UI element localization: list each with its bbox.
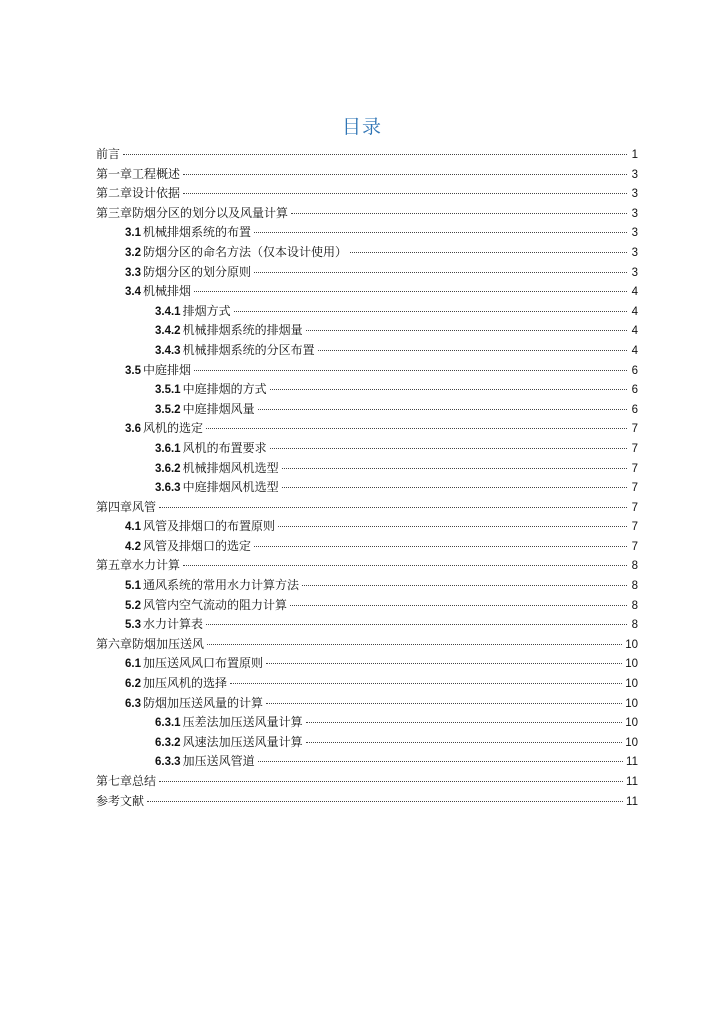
toc-entry[interactable] — [96, 498, 638, 518]
toc-page-number: 7 — [631, 462, 638, 475]
toc-list — [96, 145, 638, 811]
toc-entry-label — [155, 380, 267, 401]
toc-entry-label — [155, 341, 315, 362]
toc-entry[interactable] — [96, 165, 638, 185]
toc-dot-leader — [230, 683, 622, 684]
toc-dot-leader — [159, 781, 623, 782]
toc-dot-leader — [282, 487, 627, 488]
toc-entry[interactable] — [96, 576, 638, 596]
toc-entry-text: 防烟分区的划分原则 — [143, 264, 252, 279]
toc-entry-number: 3.6.3 — [155, 482, 181, 495]
toc-entry-label — [125, 576, 299, 597]
toc-entry[interactable] — [96, 556, 638, 576]
toc-page-number: 4 — [631, 325, 638, 338]
toc-entry-text: 中庭排烟风机选型 — [182, 480, 279, 495]
toc-page-number: 6 — [631, 403, 638, 416]
toc-entry[interactable] — [96, 282, 638, 302]
toc-entry-number: 6.3.3 — [155, 756, 181, 769]
toc-entry[interactable] — [96, 654, 638, 674]
toc-dot-leader — [207, 644, 622, 645]
toc-page-number: 3 — [631, 207, 638, 220]
toc-entry-text: 前言 — [96, 147, 121, 161]
toc-dot-leader — [306, 722, 623, 723]
toc-entry[interactable] — [96, 478, 638, 498]
toc-entry[interactable] — [96, 752, 638, 772]
toc-dot-leader — [234, 311, 627, 312]
toc-entry-label — [155, 321, 303, 342]
toc-entry-label — [155, 733, 303, 754]
toc-entry-number: 5.2 — [125, 599, 141, 612]
toc-dot-leader — [254, 272, 627, 273]
toc-entry-number: 6.3.2 — [155, 736, 181, 749]
toc-page-number: 7 — [631, 540, 638, 553]
toc-entry[interactable] — [96, 635, 638, 655]
toc-entry-label — [96, 498, 156, 518]
toc-entry-label — [96, 635, 204, 655]
toc-page-number: 10 — [625, 658, 638, 671]
toc-entry-label — [125, 537, 251, 558]
toc-dot-leader — [258, 761, 623, 762]
toc-entry-label — [96, 165, 180, 185]
toc-entry-text: 水力计算表 — [143, 617, 204, 632]
toc-page-number: 11 — [626, 776, 638, 788]
toc-entry-text: 排烟方式 — [182, 303, 231, 318]
toc-entry[interactable] — [96, 694, 638, 714]
toc-entry-number: 5.1 — [125, 580, 141, 593]
toc-entry[interactable] — [96, 674, 638, 694]
toc-entry[interactable] — [96, 537, 638, 557]
toc-dot-leader — [270, 448, 627, 449]
toc-entry-number: 3.2 — [125, 246, 141, 259]
toc-entry[interactable] — [96, 713, 638, 733]
toc-page-number: 3 — [631, 168, 638, 181]
toc-entry[interactable] — [96, 419, 638, 439]
toc-entry-number: 3.6.1 — [155, 442, 181, 455]
toc-page-number: 8 — [631, 580, 638, 593]
toc-entry-number: 3.5 — [125, 364, 141, 377]
toc-page-number: 10 — [625, 717, 638, 730]
toc-entry-label — [96, 556, 180, 576]
toc-page-number: 10 — [625, 736, 638, 749]
toc-entry-label — [125, 223, 251, 244]
toc-page-number: 10 — [625, 678, 638, 691]
toc-entry-text: 中庭排烟 — [143, 362, 192, 377]
toc-page-number: 6 — [631, 384, 638, 397]
toc-entry-text: 机械排烟风机选型 — [182, 460, 279, 475]
toc-entry-number: 6.2 — [125, 678, 141, 691]
toc-page-number: 8 — [631, 599, 638, 612]
toc-entry-label — [125, 243, 347, 264]
toc-entry-text: 机械排烟系统的排烟量 — [182, 323, 303, 338]
toc-entry-label — [155, 400, 255, 421]
toc-entry-text: 第三章防烟分区的划分以及风量计算 — [96, 205, 289, 220]
toc-entry[interactable] — [96, 145, 638, 165]
toc-title: 目录 — [341, 116, 382, 138]
toc-page-number: 10 — [625, 638, 638, 651]
toc-entry-text: 风管内空气流动的阻力计算 — [143, 597, 288, 612]
toc-entry-label — [125, 419, 203, 440]
toc-dot-leader — [183, 565, 627, 566]
toc-entry-number: 5.3 — [125, 619, 141, 632]
toc-page-number: 1 — [631, 149, 638, 161]
toc-entry-label — [125, 517, 275, 538]
toc-entry-label — [125, 361, 191, 382]
toc-entry-number: 4.1 — [125, 521, 141, 534]
toc-entry[interactable] — [96, 400, 638, 420]
toc-page-number: 4 — [631, 286, 638, 299]
toc-entry-text: 参考文献 — [96, 793, 145, 808]
toc-entry-text: 风机的选定 — [143, 421, 204, 436]
toc-entry-text: 第二章设计依据 — [96, 186, 181, 201]
toc-page-number: 4 — [631, 344, 638, 357]
toc-page-number: 10 — [625, 697, 638, 710]
toc-dot-leader — [306, 742, 623, 743]
toc-entry-label — [155, 439, 267, 460]
toc-entry-text: 中庭排烟的方式 — [182, 382, 267, 397]
toc-page-number: 8 — [631, 560, 638, 573]
toc-dot-leader — [194, 370, 627, 371]
toc-entry-text: 机械排烟系统的分区布置 — [182, 342, 315, 357]
toc-entry[interactable] — [96, 380, 638, 400]
toc-entry-text: 第五章水力计算 — [96, 558, 181, 573]
toc-entry-number: 3.6.2 — [155, 462, 181, 475]
toc-entry-text: 风速法加压送风量计算 — [182, 734, 303, 749]
toc-dot-leader — [183, 174, 627, 175]
toc-entry-number: 3.4.1 — [155, 305, 181, 318]
toc-entry-text: 第一章工程概述 — [96, 166, 181, 181]
toc-dot-leader — [306, 330, 627, 331]
toc-entry-label — [125, 694, 263, 715]
toc-entry-text: 通风系统的常用水力计算方法 — [143, 578, 300, 593]
toc-entry[interactable] — [96, 184, 638, 204]
toc-dot-leader — [291, 213, 627, 214]
toc-entry[interactable] — [96, 733, 638, 753]
toc-entry[interactable] — [96, 321, 638, 341]
toc-dot-leader — [206, 428, 627, 429]
toc-entry-text: 加压风机的选择 — [143, 676, 228, 691]
toc-entry-text: 风机的布置要求 — [182, 440, 267, 455]
toc-dot-leader — [254, 546, 627, 547]
toc-entry-number: 6.3 — [125, 697, 141, 710]
toc-page-number: 3 — [631, 266, 638, 279]
toc-entry[interactable] — [96, 223, 638, 243]
toc-entry-label — [155, 302, 231, 323]
toc-entry-label — [155, 459, 279, 480]
toc-page-number: 7 — [631, 501, 638, 514]
toc-entry-label — [125, 282, 191, 303]
toc-entry-text: 加压送风风口布置原则 — [143, 656, 264, 671]
toc-page-number: 3 — [631, 246, 638, 259]
toc-entry-text: 防烟分区的命名方法（仅本设计使用） — [143, 244, 348, 259]
toc-entry-label — [155, 752, 255, 773]
toc-dot-leader — [278, 526, 627, 527]
toc-entry-label — [125, 654, 263, 675]
toc-entry-text: 第四章风管 — [96, 499, 157, 514]
toc-entry-text: 风管及排烟口的选定 — [143, 538, 252, 553]
toc-entry-text: 第七章总结 — [96, 774, 157, 788]
toc-page-number: 3 — [631, 227, 638, 240]
toc-page-number: 7 — [631, 442, 638, 455]
toc-entry-number: 3.6 — [125, 423, 141, 436]
toc-entry[interactable] — [96, 459, 638, 479]
toc-page-number: 11 — [626, 756, 638, 769]
toc-dot-leader — [282, 468, 627, 469]
toc-entry-text: 加压送风管道 — [182, 754, 255, 769]
toc-entry-label — [96, 792, 144, 812]
toc-entry[interactable] — [96, 772, 638, 792]
toc-page-number: 7 — [631, 423, 638, 436]
toc-dot-leader — [159, 507, 627, 508]
toc-entry[interactable] — [96, 341, 638, 361]
toc-entry-text: 第六章防烟加压送风 — [96, 636, 205, 651]
toc-dot-leader — [266, 663, 622, 664]
toc-entry[interactable] — [96, 792, 638, 812]
toc-entry-number: 6.3.1 — [155, 717, 181, 730]
toc-entry[interactable] — [96, 204, 638, 224]
toc-entry[interactable] — [96, 517, 638, 537]
toc-entry-number: 3.4.3 — [155, 344, 181, 357]
toc-entry[interactable] — [96, 243, 638, 263]
toc-dot-leader — [123, 154, 627, 155]
toc-entry-text: 中庭排烟风量 — [182, 401, 255, 416]
toc-page-number: 7 — [631, 521, 638, 534]
toc-entry-text: 机械排烟系统的布置 — [143, 225, 252, 240]
toc-dot-leader — [318, 350, 627, 351]
toc-entry-number: 6.1 — [125, 658, 141, 671]
toc-dot-leader — [266, 703, 622, 704]
toc-entry[interactable] — [96, 263, 638, 283]
toc-dot-leader — [290, 605, 627, 606]
toc-entry-label — [96, 184, 180, 204]
toc-page-number: 11 — [626, 795, 638, 808]
toc-page-number: 3 — [631, 188, 638, 201]
toc-dot-leader — [194, 291, 627, 292]
toc-dot-leader — [206, 624, 627, 625]
toc-entry-label — [125, 263, 251, 284]
toc-dot-leader — [302, 585, 627, 586]
toc-entry-text: 防烟加压送风量的计算 — [143, 695, 264, 710]
toc-page-number: 7 — [631, 482, 638, 495]
toc-entry-text: 风管及排烟口的布置原则 — [143, 519, 276, 534]
toc-entry-text: 机械排烟 — [143, 284, 192, 299]
toc-entry-label — [125, 596, 287, 617]
toc-entry-label — [96, 772, 156, 792]
toc-entry[interactable] — [96, 439, 638, 459]
toc-entry-label — [155, 713, 303, 734]
toc-entry-label — [96, 204, 288, 224]
toc-entry[interactable] — [96, 361, 638, 381]
toc-entry[interactable] — [96, 302, 638, 322]
toc-dot-leader — [270, 389, 627, 390]
toc-dot-leader — [254, 232, 627, 233]
toc-entry-label — [155, 478, 279, 499]
toc-entry-number: 3.1 — [125, 227, 141, 240]
toc-dot-leader — [183, 193, 627, 194]
toc-entry-number: 3.4 — [125, 286, 141, 299]
toc-entry-number: 3.5.1 — [155, 384, 181, 397]
toc-dot-leader — [350, 252, 627, 253]
toc-entry-number: 3.4.2 — [155, 325, 181, 338]
toc-entry[interactable] — [96, 615, 638, 635]
toc-entry-label — [125, 674, 227, 695]
toc-page-number: 8 — [631, 619, 638, 632]
toc-entry-number: 3.5.2 — [155, 403, 181, 416]
toc-page-number: 4 — [631, 305, 638, 318]
toc-entry-label — [125, 615, 203, 636]
toc-entry-number: 3.3 — [125, 266, 141, 279]
toc-entry[interactable] — [96, 596, 638, 616]
toc-page-number: 6 — [631, 364, 638, 377]
toc-entry-label — [96, 145, 120, 165]
toc-dot-leader — [147, 801, 623, 802]
toc-entry-number: 4.2 — [125, 540, 141, 553]
toc-entry-text: 压差法加压送风量计算 — [182, 715, 303, 730]
toc-dot-leader — [258, 409, 627, 410]
